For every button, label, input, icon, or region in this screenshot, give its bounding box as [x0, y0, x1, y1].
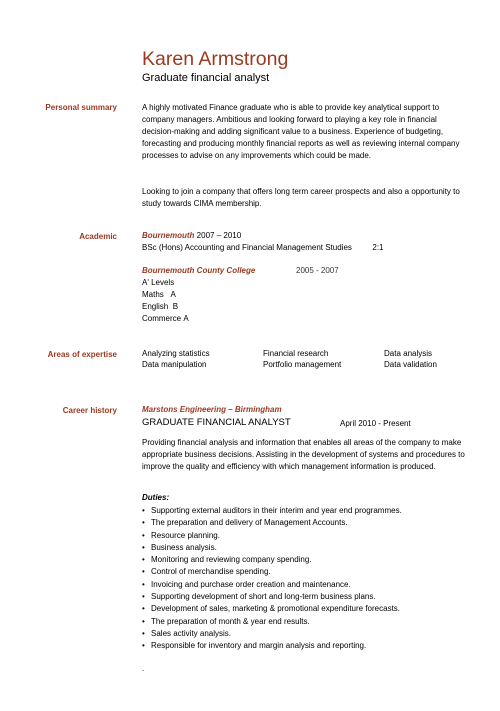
- summary-paragraph-2: Looking to join a company that offers long term career prospects and also a opportunity to study towards CIMA membership.: [142, 187, 460, 208]
- duty-item: • Invoicing and purchase order creation and maintenance.: [142, 579, 402, 591]
- duty-item: • The preparation of month & year end results.: [142, 616, 402, 628]
- trailing-mark: .: [142, 664, 145, 673]
- employer-name: Marstons Engineering – Birmingham: [142, 405, 282, 414]
- a-level-subject: Maths: [142, 290, 164, 299]
- a-level-grade: A: [183, 314, 189, 323]
- a-level-subject: Commerce: [142, 314, 182, 323]
- duty-item: • Resource planning.: [142, 530, 402, 542]
- a-levels-heading: A' Levels: [142, 278, 175, 287]
- a-level-grade: B: [172, 302, 179, 311]
- expertise-item: Data manipulation: [142, 360, 207, 369]
- candidate-name: Karen Armstrong: [142, 48, 289, 70]
- job-title: Graduate financial analyst: [142, 72, 270, 84]
- a-level-entry: [142, 290, 176, 299]
- duty-item: • Supporting development of short and long-term business plans.: [142, 591, 402, 603]
- summary-paragraph-1: A highly motivated Finance graduate who is able to provide key analytical support to company managers. Ambitious and looking forward to playing a key role in financial decision-making and adding significant value to a business. Experience of budgeting, forecasting and producing monthly financial reports as well as reviewing internal company processes to advise on any improvements which could be made.: [142, 103, 460, 160]
- university-dates: 2007 – 2010: [196, 231, 242, 240]
- duty-item: • Sales activity analysis.: [142, 628, 402, 640]
- role-title: GRADUATE FINANCIAL ANALYST: [142, 417, 291, 428]
- a-level-entry: [142, 302, 178, 311]
- duty-item: • Business analysis.: [142, 542, 402, 554]
- duty-item: • Monitoring and reviewing company spending.: [142, 554, 402, 566]
- university-entry: [142, 231, 241, 240]
- degree-grade: 2:1: [372, 243, 384, 252]
- college-name: Bournemouth County College: [142, 266, 256, 275]
- a-level-entry: [142, 314, 189, 323]
- section-label-academic: Academic: [79, 232, 117, 241]
- role-dates: April 2010 - Present: [340, 419, 411, 428]
- expertise-item: Data analysis: [384, 349, 433, 358]
- duty-item: • Development of sales, marketing & promotional expenditure forecasts.: [142, 603, 402, 615]
- expertise-grid: [142, 348, 472, 370]
- duty-item: • Control of merchandise spending.: [142, 566, 402, 578]
- degree-line: [142, 243, 384, 252]
- a-level-grade: A: [170, 290, 176, 299]
- section-label-career: Career history: [62, 406, 117, 415]
- role-description: Providing financial analysis and information that enables all areas of the company to make appropriate business decisions. Assisting in the development of systems and procedures to improve the quality and efficiency with which management information is produced.: [142, 438, 465, 471]
- expertise-item: Portfolio management: [263, 360, 342, 369]
- expertise-item: Analyzing statistics: [142, 349, 210, 358]
- expertise-item: Data validation: [384, 360, 437, 369]
- duty-item: • Supporting external auditors in their interim and year end programmes.: [142, 505, 402, 517]
- section-label-expertise: Areas of expertise: [47, 350, 117, 359]
- section-label-personal-summary: Personal summary: [45, 103, 117, 112]
- college-dates: 2005 - 2007: [296, 266, 339, 275]
- duty-item: • Responsible for inventory and margin analysis and reporting.: [142, 640, 402, 652]
- duties-heading: Duties:: [142, 493, 170, 502]
- expertise-item: Financial research: [263, 349, 329, 358]
- degree-name: BSc (Hons) Accounting and Financial Management Studies: [142, 243, 352, 252]
- duty-item: • The preparation and delivery of Management Accounts.: [142, 517, 402, 529]
- university-name: Bournemouth: [142, 231, 195, 240]
- a-level-subject: English: [142, 302, 169, 311]
- duties-list: [142, 505, 402, 653]
